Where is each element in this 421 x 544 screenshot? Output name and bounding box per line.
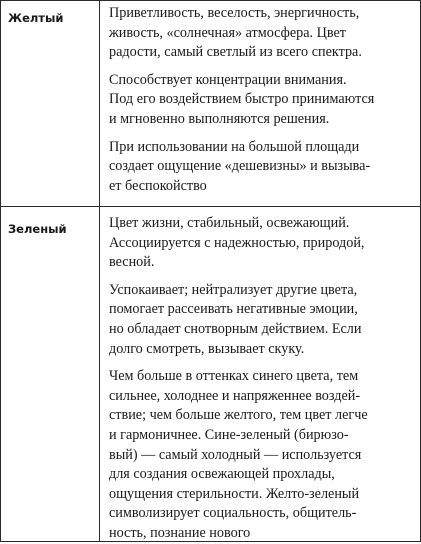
text-line: помогает рассеивать негативные эмоции,	[109, 301, 358, 318]
text-line: Под его воздействием быстро принимаются	[109, 91, 375, 108]
text-line: Цвет жизни, стабильный, освежающий.	[109, 215, 350, 231]
text-line: весной.	[109, 254, 155, 271]
row-description-green	[109, 214, 412, 544]
text-line: для создания освежающей прохлады,	[109, 466, 335, 483]
text-line: сильнее, холоднее и напряженнее воздей-	[109, 387, 361, 404]
text-line: но обладает снотворным действием. Если	[109, 320, 362, 337]
paragraph	[109, 367, 412, 543]
row-description-yellow	[109, 4, 412, 196]
column-divider	[99, 0, 100, 542]
text-line: создает ощущение «дешевизны» и вызыва-	[109, 158, 371, 175]
text-line: и мгновенно выполняются решения.	[109, 110, 330, 127]
text-line: ощущения стерильности. Желто-зеленый	[109, 485, 360, 502]
text-line: радости, самый светлый из всего спектра.	[109, 44, 362, 61]
text-line: Чем больше в оттенках синего цвета, тем	[109, 368, 359, 385]
text-line: долго смотреть, вызывает скуку.	[109, 340, 305, 357]
text-line: и гармоничнее. Сине-зеленый (бирюзо-	[109, 426, 349, 443]
table-border-top	[0, 0, 421, 1]
text-line: Приветливость, веселость, энергичность,	[109, 5, 360, 21]
row-term-yellow: Желтый	[8, 11, 64, 25]
text-line: Способствует концентрации внимания.	[109, 71, 347, 88]
paragraph	[109, 71, 412, 130]
paragraph	[109, 4, 412, 63]
paragraph	[109, 138, 412, 197]
text-line: вый) — самый холодный — используется	[109, 446, 362, 463]
text-line: ет беспокойство	[109, 177, 207, 194]
text-line: Успокаивает; нейтрализует другие цвета,	[109, 281, 358, 298]
text-line: живость, «солнечная» атмосфера. Цвет	[109, 24, 346, 41]
paragraph	[109, 214, 412, 273]
row-divider	[0, 206, 421, 207]
text-line: ность, познание нового	[109, 524, 251, 541]
paragraph	[109, 281, 412, 359]
text-line: символизирует социальность, общитель-	[109, 505, 357, 522]
text-line: Ассоциируется с надежностью, природой,	[109, 234, 365, 251]
text-line: При использовании на большой площади	[109, 138, 360, 155]
row-term-green: Зеленый	[8, 222, 67, 236]
text-line: ствие; чем больше желтого, тем цвет легче	[109, 407, 368, 424]
table-border-left	[0, 0, 1, 542]
